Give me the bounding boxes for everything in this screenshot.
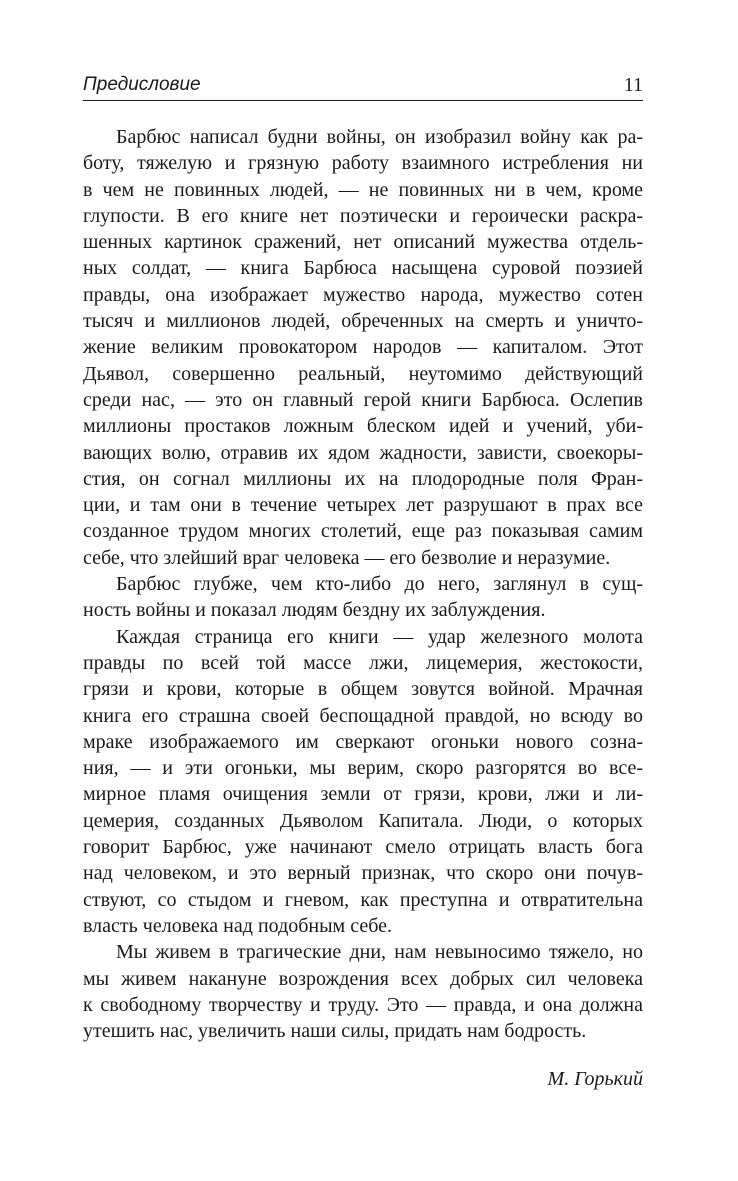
text-line: Мы живем в трагические дни, нам невыносимо тяжело, но <box>116 941 643 964</box>
paragraph <box>83 124 643 571</box>
text-line: ния, — и эти огоньки, мы верим, скоро разгорятся во все- <box>83 757 643 780</box>
running-header <box>83 72 643 101</box>
text-line: правды по всей той массе лжи, лицемерия, жестокости, <box>83 651 643 674</box>
text-line: тысяч и миллионов людей, обреченных на смерть и уничто- <box>83 310 643 333</box>
section-title: Предисловие <box>83 74 201 95</box>
body-text <box>83 124 643 1044</box>
paragraph <box>83 571 643 624</box>
text-line: шенных картинок сражений, нет описаний мужества отдель- <box>83 231 643 254</box>
paragraph <box>83 939 643 1044</box>
paragraph <box>83 624 643 940</box>
text-line: стия, он согнал миллионы их на плодородные поля Фран- <box>83 467 643 490</box>
text-line: ность войны и показал людям бездну их заблуждения. <box>83 599 546 622</box>
text-line: среди нас, — это он главный герой книги Барбюса. Ослепив <box>83 388 643 411</box>
text-line: власть человека над подобным себе. <box>83 914 393 937</box>
text-line: к свободному творчеству и труду. Это — правда, и она должна <box>83 993 643 1016</box>
text-line: ствуют, со стыдом и гневом, как преступна и отвратительна <box>83 888 643 911</box>
text-line: Барбюс написал будни войны, он изобразил войну как ра- <box>116 126 643 148</box>
text-line: глупости. В его книге нет поэтически и героически раскра- <box>83 204 643 227</box>
text-line: над человеком, и это верный признак, что скоро они почув- <box>83 862 643 885</box>
text-line: в чем не повинных людей, — не повинных ни в чем, кроме <box>83 178 643 201</box>
text-line: Каждая страница его книги — удар железного молота <box>116 625 643 648</box>
text-line: мы живем накануне возрождения всех добрых сил человека <box>83 967 643 990</box>
text-line: ции, и там они в течение четырех лет разрушают в прах все <box>83 494 643 517</box>
text-line: Барбюс глубже, чем кто-либо до него, заглянул в сущ- <box>116 573 643 596</box>
author-signature: М. Горький <box>547 1068 643 1090</box>
text-line: миллионы простаков ложным блеском идей и учений, уби- <box>83 415 643 438</box>
text-line: вающих волю, отравив их ядом жадности, зависти, своекоры- <box>83 441 643 464</box>
text-line: себе, что злейший враг человека — его безволие и неразумие. <box>83 546 611 569</box>
text-line: утешить нас, увеличить наши силы, придать нам бодрость. <box>83 1020 587 1043</box>
text-line: грязи и крови, которые в общем зовутся войной. Мрачная <box>83 678 643 701</box>
text-line: боту, тяжелую и грязную работу взаимного истребления ни <box>83 152 643 175</box>
text-line: ных солдат, — книга Барбюса насыщена суровой поэзией <box>83 257 643 280</box>
text-line: созданное трудом многих столетий, еще раз показывая самим <box>83 520 643 543</box>
text-line: жение великим провокатором народов — капиталом. Этот <box>83 336 643 359</box>
text-line: говорит Барбюс, уже начинают смело отрицать власть бога <box>83 836 643 859</box>
text-line: Дьявол, совершенно реальный, неутомимо действующий <box>83 362 643 385</box>
text-line: цемерия, созданных Дьяволом Капитала. Люди, о которых <box>83 809 643 832</box>
page-number: 11 <box>623 74 643 96</box>
text-line: мирное пламя очищения земли от грязи, крови, лжи и ли- <box>83 783 643 806</box>
text-line: книга его страшна своей беспощадной правдой, но всюду во <box>83 704 643 727</box>
text-line: мраке изображаемого им сверкают огоньки нового созна- <box>83 730 643 753</box>
text-line: правды, она изображает мужество народа, мужество сотен <box>83 283 643 306</box>
